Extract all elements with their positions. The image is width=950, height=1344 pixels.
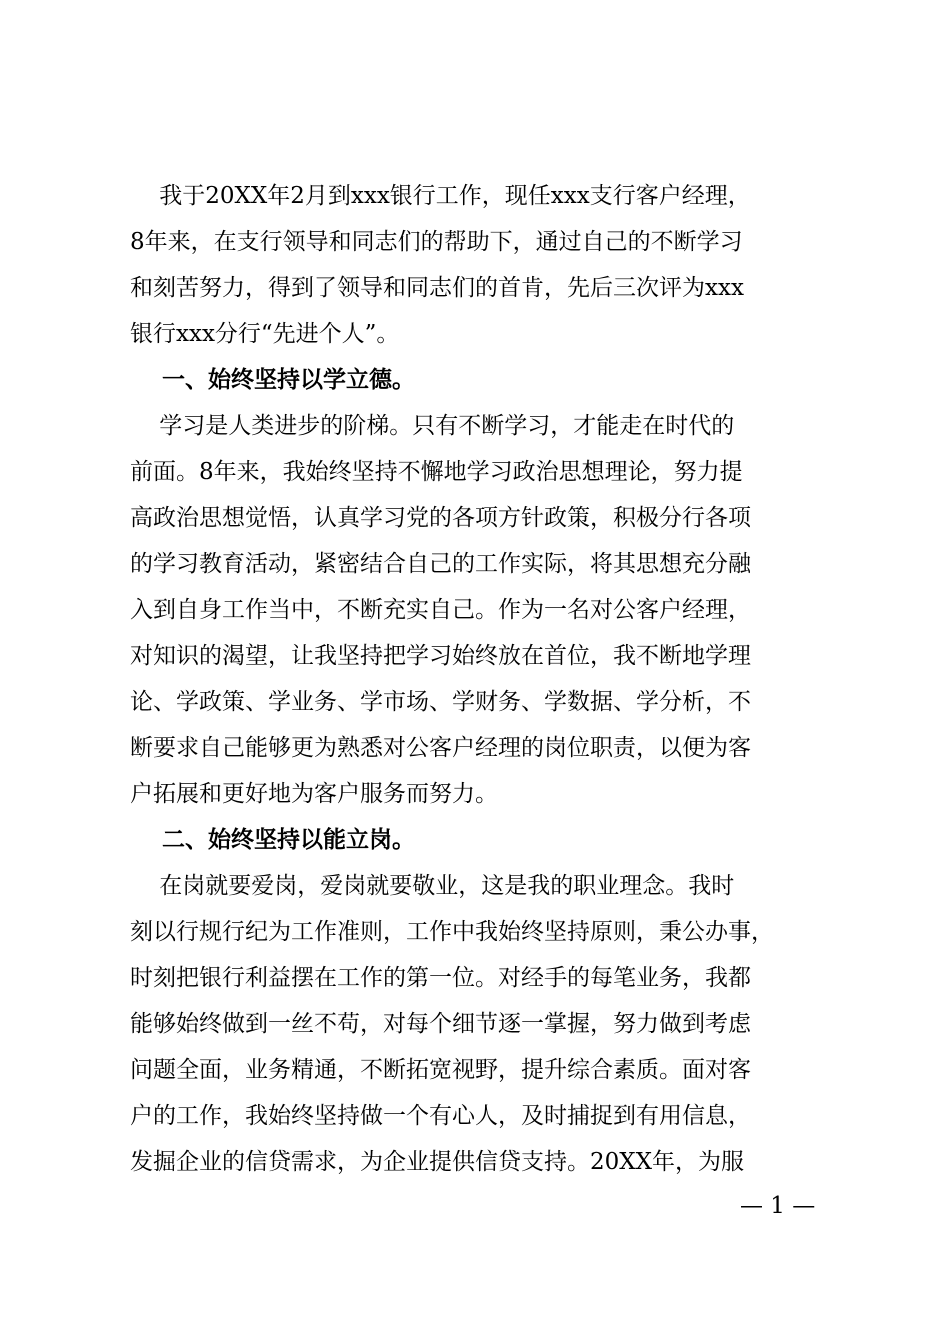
section-heading: 二、始终坚持以能立岗。 — [130, 827, 416, 853]
paragraph-line: 刻以行规行纪为工作准则，工作中我始终坚持原则，秉公办事， — [130, 919, 774, 945]
paragraph-line: 户拓展和更好地为客户服务而努力。 — [130, 781, 498, 807]
paragraph-line: 时刻把银行利益摆在工作的第一位。对经手的每笔业务，我都 — [130, 965, 751, 991]
paragraph-line: 入到自身工作当中，不断充实自己。作为一名对公客户经理， — [130, 597, 751, 623]
paragraph-line: 在岗就要爱岗，爱岗就要敬业，这是我的职业理念。我时 — [130, 873, 735, 899]
paragraph-line: 的学习教育活动，紧密结合自己的工作实际，将其思想充分融 — [130, 551, 751, 577]
paragraph-line: 户的工作，我始终坚持做一个有心人，及时捕捉到有用信息， — [130, 1103, 751, 1129]
paragraph-line: 和刻苦努力，得到了领导和同志们的首肯，先后三次评为xxx — [130, 275, 744, 301]
paragraph-line: 论、学政策、学业务、学市场、学财务、学数据、学分析，不 — [130, 689, 751, 715]
page-number: — 1 — — [740, 1193, 816, 1219]
paragraph-line: 银行xxx分行“先进个人”。 — [130, 321, 400, 347]
paragraph-line: 对知识的渴望，让我坚持把学习始终放在首位，我不断地学理 — [130, 643, 751, 669]
paragraph-line: 发掘企业的信贷需求，为企业提供信贷支持。20XX年，为服 — [130, 1149, 745, 1175]
paragraph-line: 断要求自己能够更为熟悉对公客户经理的岗位职责，以便为客 — [130, 735, 751, 761]
paragraph-line: 学习是人类进步的阶梯。只有不断学习，才能走在时代的 — [130, 413, 735, 439]
paragraph-line: 8年来，在支行领导和同志们的帮助下，通过自己的不断学习 — [130, 229, 743, 255]
paragraph-line: 能够始终做到一丝不苟，对每个细节逐一掌握，努力做到考虑 — [130, 1011, 751, 1037]
paragraph-line: 高政治思想觉悟，认真学习党的各项方针政策，积极分行各项 — [130, 505, 751, 531]
paragraph-line: 前面。8年来，我始终坚持不懈地学习政治思想理论，努力提 — [130, 459, 743, 485]
paragraph-line: 问题全面，业务精通，不断拓宽视野，提升综合素质。面对客 — [130, 1057, 751, 1083]
section-heading: 一、始终坚持以学立德。 — [130, 367, 416, 393]
paragraph-line: 我于20XX年2月到xxx银行工作，现任xxx支行客户经理， — [130, 183, 751, 209]
